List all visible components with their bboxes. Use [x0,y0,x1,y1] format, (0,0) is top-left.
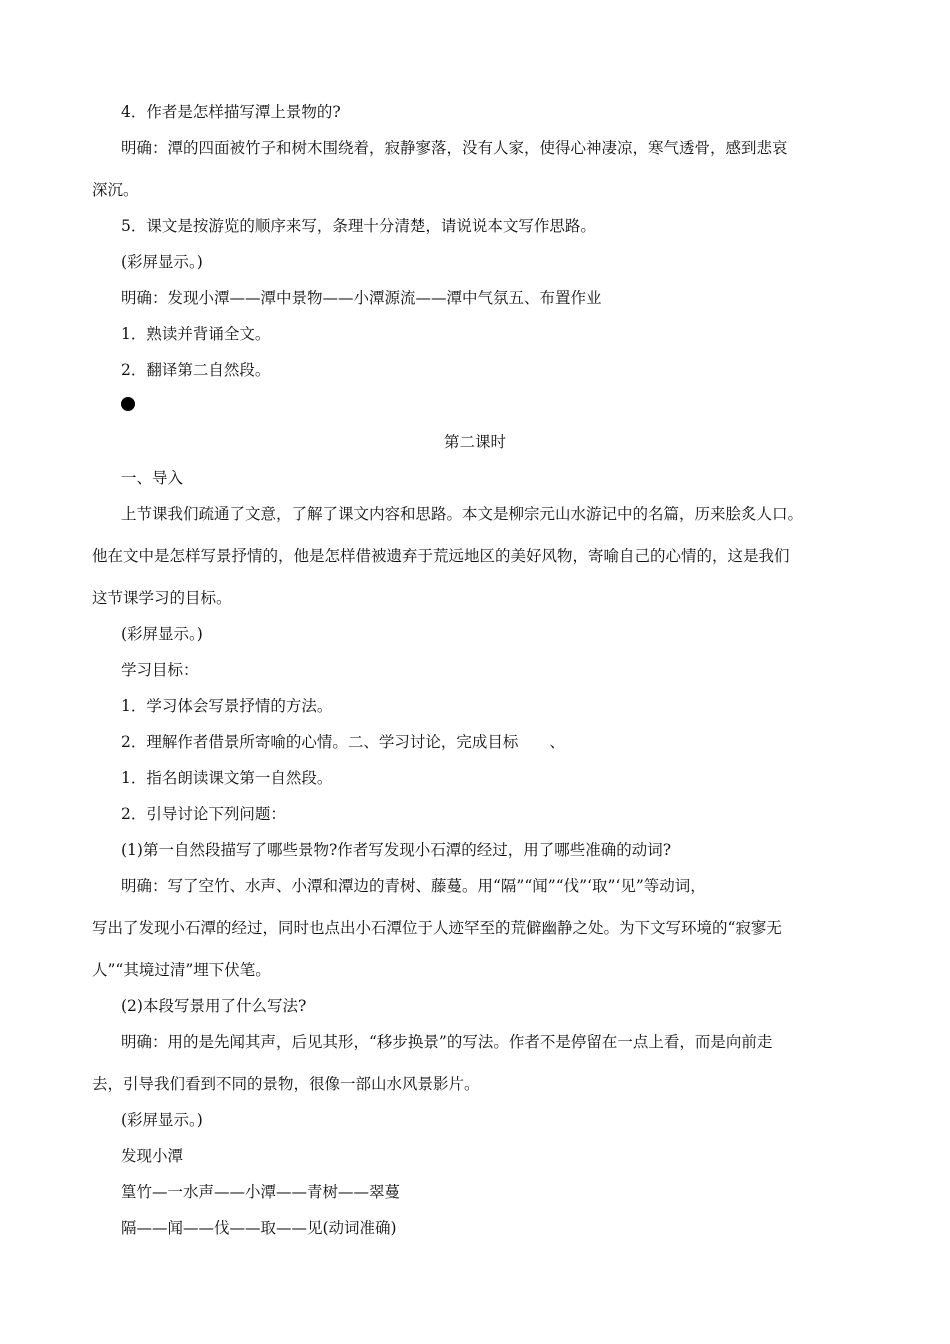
question-5: 5．课文是按游览的顺序来写，条理十分清楚，请说说本文写作思路。 [121,217,596,235]
screen-note-1: (彩屏显示。) [121,253,203,271]
learning-goals-heading: 学习目标： [121,661,199,679]
sub-answer-1-line-2: 写出了发现小石潭的经过，同时也点出小石潭位于人迹罕至的荒僻幽静之处。为下文写环境的“寂寥无 [92,919,782,937]
homework-2: 2．翻译第二自然段。 [121,361,271,379]
answer-5: 明确：发现小潭——潭中景物——小潭源流——潭中气氛五、布置作业 [121,289,602,307]
screen-note-3: (彩屏显示。) [121,1111,203,1129]
step-1: 1．指名朗读课文第一自然段。 [121,769,333,787]
sub-answer-2-line-2: 去，引导我们看到不同的景物，很像一部山水风景影片。 [92,1075,480,1093]
intro-para-line-1: 上节课我们疏通了文意，了解了课文内容和思路。本文是柳宗元山水游记中的名篇，历来脍炙人口。 [121,505,804,523]
verb-sequence: 隔——闻——伐——取——见(动词准确) [121,1219,397,1237]
intro-heading: 一、导入 [121,469,184,487]
sub-answer-1-line-1: 明确：写了空竹、水声、小潭和潭边的青树、藤蔓。用“隔”“闻”“伐”‘取”‘见”等动词， [121,877,706,895]
sub-answer-1-line-3: 人”“其境过清”埋下伏笔。 [92,961,271,979]
goal-2: 2．理解作者借景所寄喻的心情。二、学习讨论，完成目标 、 [121,733,565,751]
homework-1: 1．熟读并背诵全文。 [121,325,271,343]
question-4: 4．作者是怎样描写潭上景物的? [121,103,341,121]
answer-4-line-2: 深沉。 [92,181,139,199]
goal-1: 1．学习体会写景抒情的方法。 [121,697,333,715]
scenery-sequence: 篁竹—一水声——小潭——青树——翠蔓 [121,1183,401,1201]
discover-pond-heading: 发现小潭 [121,1147,184,1165]
step-2: 2．引导讨论下列问题： [121,805,286,823]
sub-question-2: (2)本段写景用了什么写法? [121,997,307,1015]
sub-question-1: (1)第一自然段描写了哪些景物?作者写发现小石潭的经过，用了哪些准确的动词? [121,841,672,859]
intro-para-line-2: 他在文中是怎样写景抒情的，他是怎样借被遗弃于荒远地区的美好风物，寄喻自己的心情的，这是我们 [92,547,790,565]
sub-answer-2-line-1: 明确：用的是先闻其声，后见其形，“移步换景”的写法。作者不是停留在一点上看，而是向前走 [121,1033,773,1051]
answer-4-line-1: 明确：潭的四面被竹子和树木围绕着，寂静寥落，没有人家，使得心神凄凉，寒气透骨，感到悲哀 [121,139,788,157]
intro-para-line-3: 这节课学习的目标。 [92,589,232,607]
screen-note-2: (彩屏显示。) [121,625,203,643]
bullet-dot [121,397,135,411]
section-title: 第二课时 [443,433,506,451]
